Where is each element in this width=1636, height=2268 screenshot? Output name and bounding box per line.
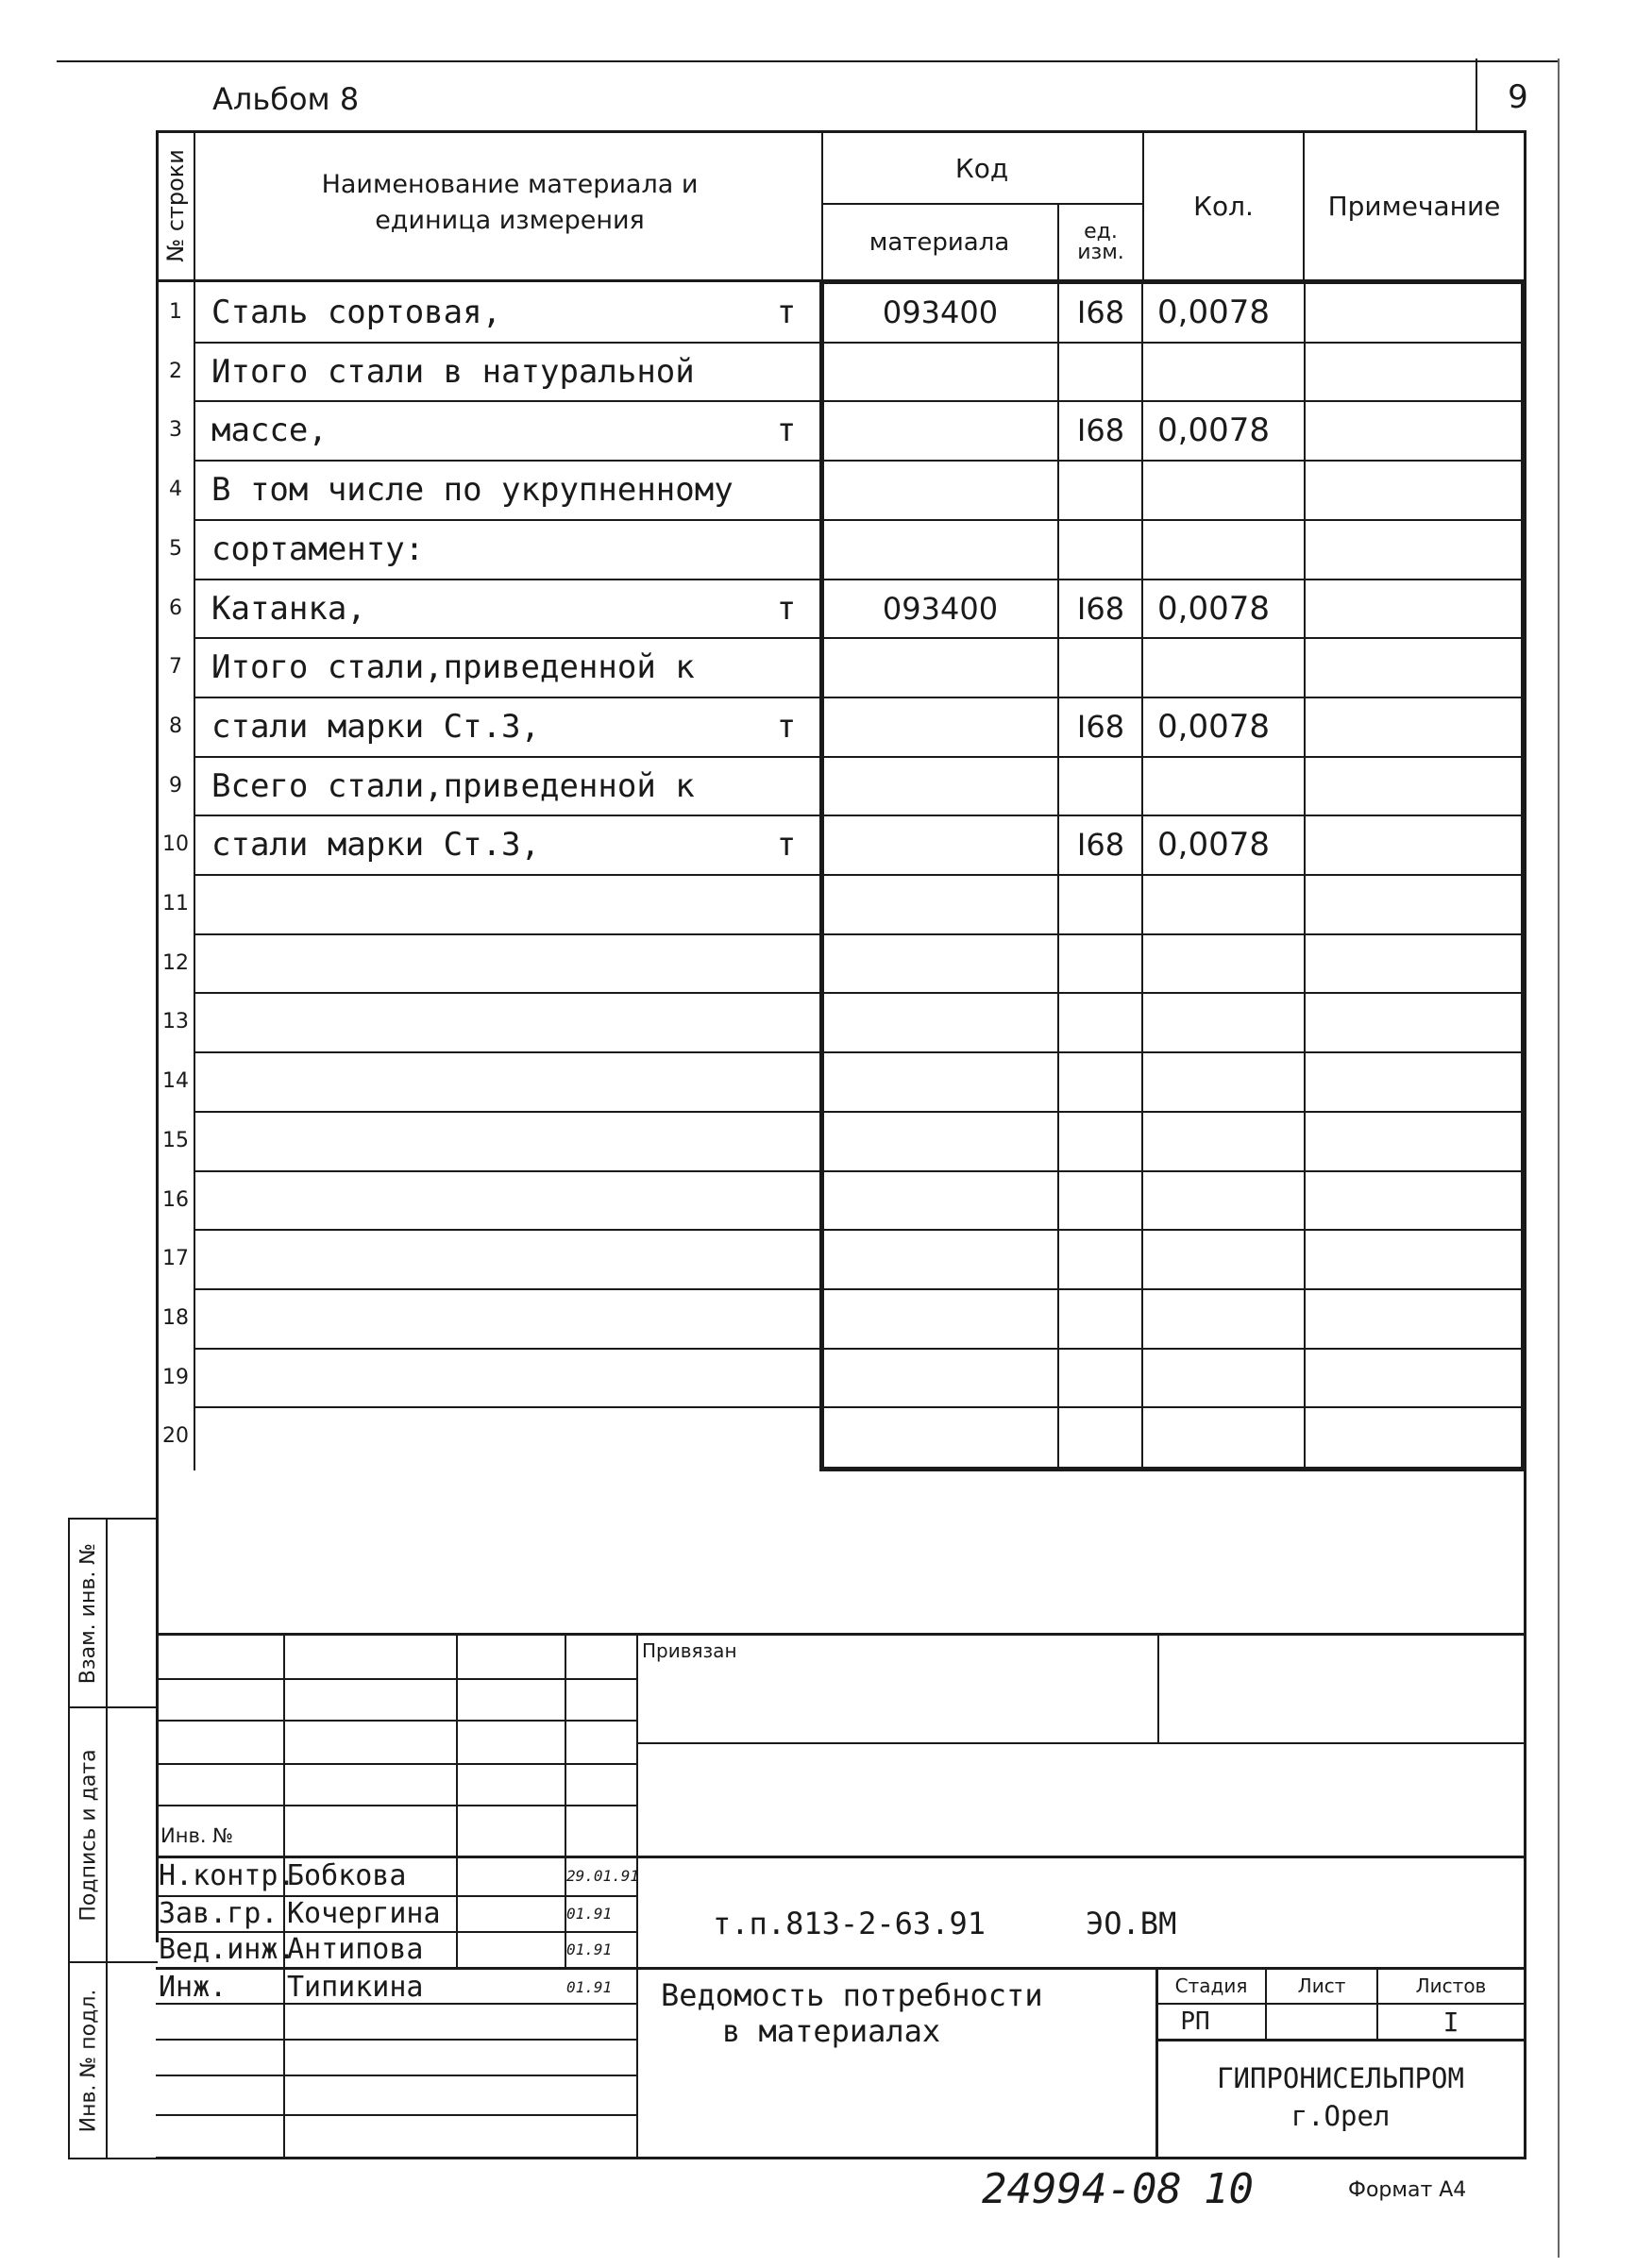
code-unit-subheader: ед. изм. (1077, 220, 1124, 264)
quantity: 0,0078 (1157, 411, 1270, 449)
tb-row-l (156, 2114, 637, 2116)
unit-code (1059, 1350, 1142, 1405)
tb-col-3 (565, 1633, 566, 1857)
unit-mark (772, 935, 801, 991)
side-label-podpis: Подпись и дата (76, 1748, 101, 1922)
quantity (1157, 1053, 1303, 1109)
tb-col-2b (456, 1856, 458, 1969)
name-column-header: Наименование материала и единица измерения (321, 170, 699, 235)
document-title-line2: в материалах (722, 2013, 941, 2049)
sheet-label: Лист (1297, 1974, 1346, 1997)
quantity (1157, 462, 1303, 517)
unit-mark (772, 1350, 801, 1405)
material-name: Сталь сортовая, (211, 293, 502, 331)
material-code (823, 1172, 1057, 1228)
row-number: 7 (169, 655, 182, 679)
quantity (1157, 1408, 1303, 1464)
privyazan-label: Привязан (642, 1639, 737, 1662)
page-number: 9 (1508, 78, 1528, 116)
unit-mark (772, 1290, 801, 1346)
page-right-border (1558, 59, 1560, 2258)
unit-code: I68 (1076, 826, 1125, 863)
album-title: Альбом 8 (212, 81, 360, 117)
col-divider-rowno (194, 130, 195, 1470)
row-number: 2 (169, 360, 182, 383)
material-code (823, 462, 1057, 517)
sheet-value (1267, 2005, 1376, 2039)
tb-col-2 (456, 1633, 458, 1857)
unit-code (1059, 1113, 1142, 1168)
quantity (1157, 1113, 1303, 1168)
unit-mark (772, 639, 801, 695)
material-code (823, 639, 1057, 695)
unit-mark: т (776, 293, 797, 331)
quantity (1157, 521, 1303, 577)
side-strip-bottom (68, 2158, 158, 2159)
unit-mark (772, 994, 801, 1050)
material-name: сортаменту: (211, 529, 425, 568)
stage-label: Стадия (1174, 1974, 1248, 1997)
staff-role: Зав.гр. (159, 1896, 278, 1930)
row-number: 6 (169, 596, 182, 620)
quantity: 0,0078 (1157, 825, 1270, 864)
note-column-header: Примечание (1327, 190, 1501, 222)
row-number: 14 (162, 1069, 189, 1093)
unit-mark (772, 1231, 801, 1286)
material-code (823, 994, 1057, 1050)
stage-value: РП (1180, 2008, 1210, 2036)
body-bottom-heavy-line (819, 1467, 1526, 1471)
material-code (823, 935, 1057, 991)
tb-row-k (156, 2075, 637, 2076)
quantity: 0,0078 (1157, 293, 1270, 331)
material-code (823, 1290, 1057, 1346)
quantity (1157, 994, 1303, 1050)
quantity: 0,0078 (1157, 707, 1270, 746)
unit-mark (772, 758, 801, 814)
quantity: 0,0078 (1157, 589, 1270, 628)
code-material-subheader: материала (869, 228, 1010, 257)
material-code (823, 344, 1057, 399)
unit-code (1059, 935, 1142, 991)
inv-no-label: Инв. № (160, 1824, 234, 1847)
quantity (1157, 1290, 1303, 1346)
unit-mark (772, 1408, 801, 1464)
staff-name: Бобкова (287, 1858, 407, 1892)
document-code: т.п.813-2-63.91 (713, 1906, 986, 1941)
row-number: 13 (162, 1010, 189, 1033)
row-number: 10 (162, 832, 189, 856)
staff-name: Кочергина (287, 1896, 441, 1930)
material-code (823, 1113, 1057, 1168)
material-name: Катанка, (211, 589, 366, 628)
tb-row-a (156, 1678, 637, 1680)
unit-code (1059, 994, 1142, 1050)
tb-privyazan-divider (1157, 1633, 1159, 1742)
sheets-value: I (1442, 2006, 1459, 2038)
material-code (823, 1408, 1057, 1464)
organization-name: ГИПРОНИСЕЛЬПРОМ (1217, 2062, 1464, 2094)
unit-mark (772, 462, 801, 517)
side-label-vzam: Взам. инв. № (76, 1542, 101, 1684)
paper-format: Формат А4 (1348, 2177, 1467, 2202)
material-name: Итого стали,приведенной к (211, 647, 695, 686)
staff-name: Типикина (287, 1970, 424, 2004)
unit-code (1059, 521, 1142, 577)
unit-mark: т (776, 825, 797, 864)
row-number: 4 (169, 478, 182, 501)
row-number: 16 (162, 1188, 189, 1212)
unit-code (1059, 344, 1142, 399)
unit-code (1059, 639, 1142, 695)
staff-date: 01.91 (566, 1904, 613, 1923)
quantity (1157, 935, 1303, 991)
inventory-suffix: 10 (1204, 2164, 1254, 2213)
title-block-bottom (156, 2157, 1526, 2159)
unit-code (1059, 462, 1142, 517)
unit-mark: т (776, 707, 797, 746)
row-number: 15 (162, 1129, 189, 1152)
code-column-header: Код (954, 152, 1009, 184)
tb-stage-line2 (1155, 2039, 1526, 2041)
material-name: стали марки Ст.3, (211, 707, 540, 746)
material-code: 093400 (882, 294, 999, 330)
staff-role: Инж. (159, 1970, 228, 2004)
unit-code: I68 (1076, 412, 1125, 448)
material-code (823, 402, 1057, 458)
unit-mark (772, 521, 801, 577)
unit-code: I68 (1076, 708, 1125, 745)
staff-role: Вед.инж. (159, 1932, 295, 1966)
row-number: 9 (169, 774, 182, 798)
material-code (823, 521, 1057, 577)
unit-code (1059, 876, 1142, 932)
unit-mark: т (776, 589, 797, 628)
row-number: 19 (162, 1366, 189, 1389)
unit-mark (772, 344, 801, 399)
row-number: 11 (162, 892, 189, 916)
row-number: 8 (169, 714, 182, 738)
staff-date: 29.01.91 (566, 1866, 640, 1885)
document-mark: ЭО.ВМ (1086, 1906, 1177, 1941)
unit-code (1059, 1290, 1142, 1346)
unit-mark (772, 1053, 801, 1109)
side-label-inv-podl: Инв. № подл. (76, 1989, 101, 2132)
material-code (823, 816, 1057, 872)
quantity (1157, 1231, 1303, 1286)
unit-mark (772, 876, 801, 932)
staff-role: Н.контр. (159, 1858, 295, 1892)
unit-code (1059, 1408, 1142, 1464)
row-number: 5 (169, 537, 182, 561)
unit-mark: т (776, 411, 797, 449)
material-code (823, 876, 1057, 932)
code-subheader-line (821, 203, 1142, 205)
top-rule (57, 60, 1560, 62)
staff-date: 01.91 (566, 1940, 613, 1958)
page-number-box-left (1476, 59, 1477, 130)
row-number: 20 (162, 1424, 189, 1448)
material-name: стали марки Ст.3, (211, 825, 540, 864)
side-strip-inner (106, 1518, 108, 2159)
material-name: массе, (211, 411, 328, 449)
material-name: Всего стали,приведенной к (211, 766, 695, 805)
row-number: 12 (162, 951, 189, 975)
tb-row-j (156, 2039, 637, 2041)
unit-mark (772, 1172, 801, 1228)
tb-row-b (156, 1720, 637, 1722)
staff-date: 01.91 (566, 1977, 613, 1996)
quantity (1157, 1350, 1303, 1405)
quantity (1157, 344, 1303, 399)
tb-privyazan-line (636, 1742, 1526, 1744)
material-code (823, 758, 1057, 814)
unit-code (1059, 1172, 1142, 1228)
inventory-number: 24994-08 (982, 2164, 1182, 2213)
unit-code: I68 (1076, 590, 1125, 627)
tb-row-c (156, 1763, 637, 1765)
qty-column-header: Кол. (1193, 190, 1254, 222)
organization-city: г.Орел (1290, 2100, 1391, 2132)
quantity (1157, 1172, 1303, 1228)
unit-code: I68 (1076, 294, 1125, 330)
unit-code (1059, 1231, 1142, 1286)
unit-mark (772, 1113, 801, 1168)
quantity (1157, 876, 1303, 932)
row-number: 18 (162, 1306, 189, 1330)
unit-code (1059, 1053, 1142, 1109)
material-code (823, 1053, 1057, 1109)
document-title-line1: Ведомость потребности (661, 1977, 1043, 2013)
row-number: 17 (162, 1247, 189, 1270)
material-name: Итого стали в натуральной (211, 352, 695, 391)
unit-code (1059, 758, 1142, 814)
quantity (1157, 639, 1303, 695)
staff-name: Антипова (287, 1932, 424, 1966)
material-code (823, 698, 1057, 754)
row-number-header: № строки (162, 149, 189, 262)
material-code (823, 1350, 1057, 1405)
material-code: 093400 (882, 590, 999, 627)
tb-row-d (156, 1805, 637, 1806)
quantity (1157, 758, 1303, 814)
row-number: 1 (169, 300, 182, 324)
title-block-top (156, 1633, 1526, 1636)
material-name: В том числе по укрупненному (211, 470, 734, 509)
material-code (823, 1231, 1057, 1286)
sheets-label: Листов (1415, 1974, 1487, 1997)
row-number: 3 (169, 418, 182, 442)
